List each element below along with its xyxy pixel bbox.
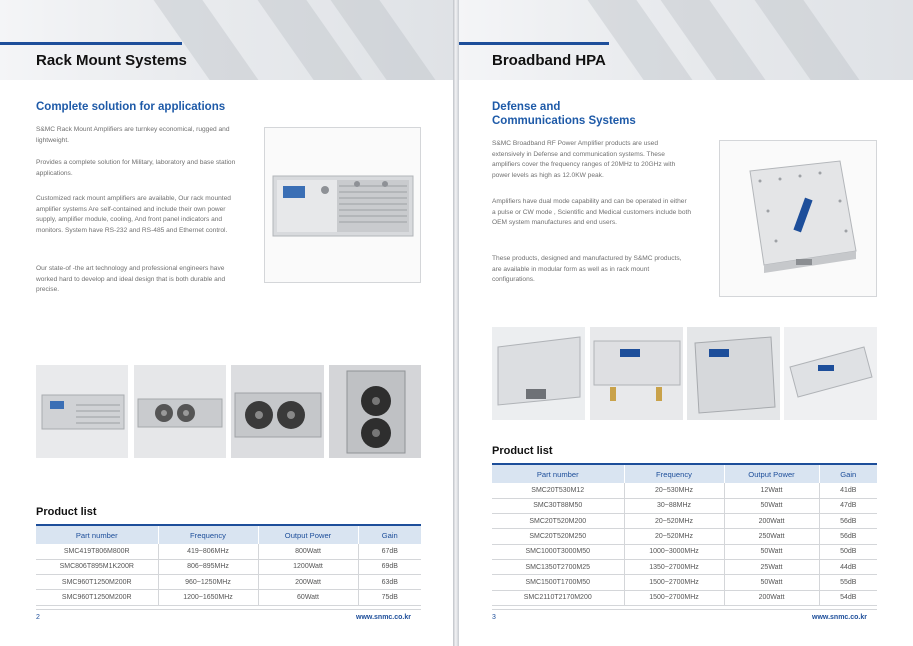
website-link[interactable]: www.snmc.co.kr bbox=[356, 614, 411, 621]
rack-front-photo bbox=[36, 365, 128, 458]
gain-cell: 54dB bbox=[819, 590, 877, 605]
hpa-module-photo-4 bbox=[784, 327, 877, 420]
column-header: Output Power bbox=[724, 464, 819, 483]
column-header: Frequency bbox=[624, 464, 724, 483]
product-list-title: Product list bbox=[492, 445, 553, 457]
product-table bbox=[36, 524, 421, 606]
output-power-cell: 50Watt bbox=[724, 575, 819, 590]
product-list-title: Product list bbox=[36, 506, 97, 518]
page-number: 3 bbox=[492, 614, 496, 621]
frequency-cell: 960~1250MHz bbox=[158, 575, 258, 590]
frequency-cell: 1500~2700MHz bbox=[624, 590, 724, 605]
table-row bbox=[36, 575, 421, 590]
output-power-cell: 200Watt bbox=[724, 514, 819, 529]
table-header-row bbox=[492, 464, 877, 483]
part-number-cell: SMC1350T2700M25 bbox=[492, 559, 624, 574]
table-row bbox=[36, 590, 421, 605]
hpa-module-photo-2 bbox=[590, 327, 683, 420]
left-page bbox=[0, 0, 455, 646]
page-title: Broadband HPA bbox=[492, 52, 606, 69]
rack-rear-photo bbox=[134, 365, 226, 458]
gain-cell: 41dB bbox=[819, 483, 877, 498]
paragraph: These products, designed and manufactured by S&MC products, are available in modular form as well as in rack mount configurations. bbox=[492, 255, 682, 284]
table-row bbox=[492, 544, 877, 559]
book-spine bbox=[453, 0, 459, 646]
table-row bbox=[492, 514, 877, 529]
gain-cell: 75dB bbox=[358, 590, 421, 605]
gain-cell: 55dB bbox=[819, 575, 877, 590]
right-banner bbox=[457, 0, 913, 80]
frequency-cell: 1350~2700MHz bbox=[624, 559, 724, 574]
right-page bbox=[457, 0, 913, 646]
part-number-cell: SMC30T88M50 bbox=[492, 498, 624, 513]
column-header: Part number bbox=[36, 525, 158, 544]
hpa-module-photo-1 bbox=[492, 327, 585, 420]
gain-cell: 67dB bbox=[358, 544, 421, 559]
gain-cell: 56dB bbox=[819, 514, 877, 529]
output-power-cell: 250Watt bbox=[724, 529, 819, 544]
output-power-cell: 200Watt bbox=[258, 575, 358, 590]
frequency-cell: 1200~1650MHz bbox=[158, 590, 258, 605]
gain-cell: 44dB bbox=[819, 559, 877, 574]
subtitle-line: Defense and bbox=[492, 101, 561, 113]
page-title: Rack Mount Systems bbox=[36, 52, 187, 69]
website-link[interactable]: www.snmc.co.kr bbox=[812, 614, 867, 621]
frequency-cell: 806~895MHz bbox=[158, 559, 258, 574]
output-power-cell: 25Watt bbox=[724, 559, 819, 574]
column-header: Gain bbox=[358, 525, 421, 544]
output-power-cell: 50Watt bbox=[724, 544, 819, 559]
frequency-cell: 1000~3000MHz bbox=[624, 544, 724, 559]
column-header: Output Power bbox=[258, 525, 358, 544]
paragraph: Provides a complete solution for Military, laboratory and base station applications. bbox=[36, 159, 236, 177]
part-number-cell: SMC2110T2170M200 bbox=[492, 590, 624, 605]
subtitle-line: Communications Systems bbox=[492, 115, 636, 127]
table-row bbox=[36, 559, 421, 574]
section-subtitle: Complete solution for applications bbox=[36, 101, 226, 113]
part-number-cell: SMC960T1250M200R bbox=[36, 575, 158, 590]
part-number-cell: SMC20T530M12 bbox=[492, 483, 624, 498]
paragraph: Customized rack mount amplifiers are available, Our rack mounted amplifier systems Are self-contained and include their own power supply, amplifier module, cooling, And front panel indicators and monitors. System have RS-232 and RS-485 and Ethernet control. bbox=[36, 195, 231, 234]
table-row bbox=[492, 529, 877, 544]
fan-unit-photo bbox=[231, 365, 324, 458]
page-number: 2 bbox=[36, 614, 40, 621]
frequency-cell: 30~88MHz bbox=[624, 498, 724, 513]
hpa-chassis-photo bbox=[329, 365, 421, 458]
table-row bbox=[492, 559, 877, 574]
product-table bbox=[492, 463, 877, 606]
left-banner bbox=[0, 0, 455, 80]
part-number-cell: SMC960T1250M200R bbox=[36, 590, 158, 605]
title-accent-bar bbox=[0, 42, 182, 45]
gain-cell: 47dB bbox=[819, 498, 877, 513]
table-row bbox=[492, 498, 877, 513]
paragraph: Our state-of -the art technology and professional engineers have worked hard to develop and ideal design that is both durable and precise. bbox=[36, 265, 226, 294]
frequency-cell: 1500~2700MHz bbox=[624, 575, 724, 590]
part-number-cell: SMC1000T3000M50 bbox=[492, 544, 624, 559]
frequency-cell: 20~530MHz bbox=[624, 483, 724, 498]
section-subtitle bbox=[492, 100, 636, 128]
part-number-cell: SMC1500T1700M50 bbox=[492, 575, 624, 590]
output-power-cell: 200Watt bbox=[724, 590, 819, 605]
rack-amplifier-photo bbox=[264, 127, 421, 283]
title-accent-bar bbox=[457, 42, 609, 45]
frequency-cell: 419~806MHz bbox=[158, 544, 258, 559]
gain-cell: 56dB bbox=[819, 529, 877, 544]
paragraph: Amplifiers have dual mode capability and can be operated in either a pulse or CW mode , Scientific and Medical customers include both OEM system manufactures and end users. bbox=[492, 198, 692, 227]
gain-cell: 50dB bbox=[819, 544, 877, 559]
output-power-cell: 1200Watt bbox=[258, 559, 358, 574]
output-power-cell: 800Watt bbox=[258, 544, 358, 559]
part-number-cell: SMC20T520M250 bbox=[492, 529, 624, 544]
frequency-cell: 20~520MHz bbox=[624, 529, 724, 544]
paragraph: S&MC Rack Mount Amplifiers are turnkey economical, rugged and lightweight. bbox=[36, 126, 230, 144]
output-power-cell: 12Watt bbox=[724, 483, 819, 498]
gain-cell: 63dB bbox=[358, 575, 421, 590]
table-row bbox=[492, 590, 877, 605]
output-power-cell: 60Watt bbox=[258, 590, 358, 605]
paragraph: S&MC Broadband RF Power Amplifier products are used extensively in Defense and communication systems. These amplifiers cover the frequency ranges of 20MHz to 20GHz with power levels as high as 12.0KW peak. bbox=[492, 140, 676, 179]
part-number-cell: SMC20T520M200 bbox=[492, 514, 624, 529]
table-header-row bbox=[36, 525, 421, 544]
part-number-cell: SMC419T806M800R bbox=[36, 544, 158, 559]
table-row bbox=[36, 544, 421, 559]
table-row bbox=[492, 483, 877, 498]
gain-cell: 69dB bbox=[358, 559, 421, 574]
part-number-cell: SMC806T895M1K200R bbox=[36, 559, 158, 574]
frequency-cell: 20~520MHz bbox=[624, 514, 724, 529]
table-row bbox=[492, 575, 877, 590]
column-header: Part number bbox=[492, 464, 624, 483]
broadband-hpa-photo bbox=[719, 140, 877, 297]
footer-rule bbox=[36, 609, 421, 610]
output-power-cell: 50Watt bbox=[724, 498, 819, 513]
column-header: Gain bbox=[819, 464, 877, 483]
column-header: Frequency bbox=[158, 525, 258, 544]
footer-rule bbox=[492, 609, 877, 610]
hpa-module-photo-3 bbox=[687, 327, 780, 420]
